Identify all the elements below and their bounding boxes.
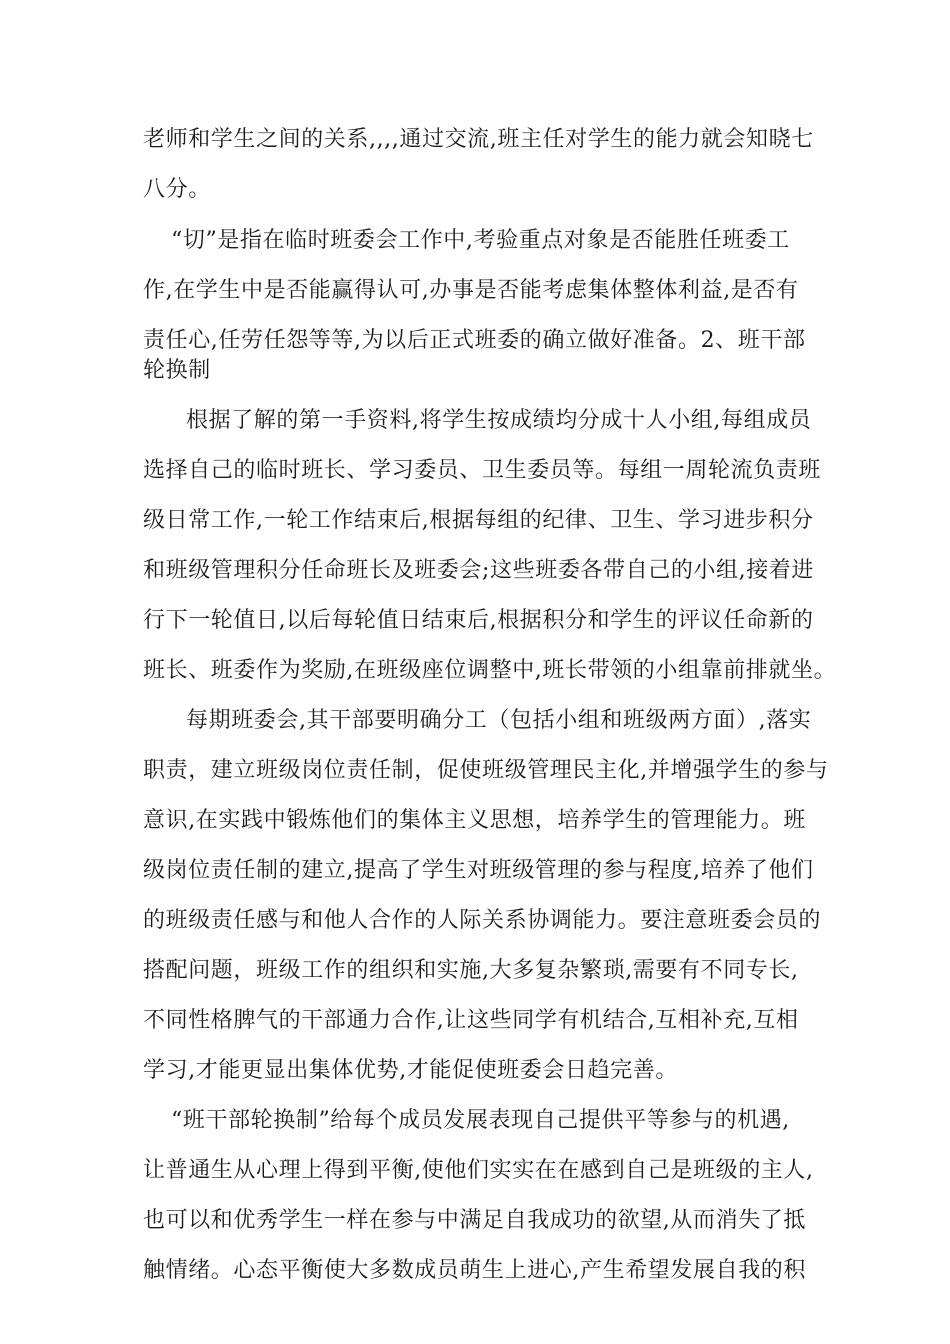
text-line: 老师和学生之间的关系,,,,通过交流,班主任对学生的能力就会知晓七 [143,127,814,152]
text-line: 和班级管理积分任命班长及班委会;这些班委各带自己的小组,接着进 [143,558,815,583]
text-line: 职责，建立班级岗位责任制，促使班级管理民主化,并增强学生的参与 [143,758,829,783]
text-line: 触情绪。心态平衡使大多数成员萌生上进心,产生希望发展自我的积 [143,1258,806,1283]
text-line: 学习,才能更显出集体优势,才能促使班委会日趋完善。 [143,1058,678,1083]
text-line: 行下一轮值日,以后每轮值日结束后,根据积分和学生的评议任命新的 [143,608,814,633]
text-line: 班长、班委作为奖励,在班级座位调整中,班长带领的小组靠前排就坐。 [143,658,837,683]
text-line: 八分。 [143,177,211,202]
text-line: 级日常工作,一轮工作结束后,根据每组的纪律、卫生、学习进步积分 [143,508,814,533]
text-line: 级岗位责任制的建立,提高了学生对班级管理的参与程度,培养了他们 [143,858,814,883]
text-line: 意识,在实践中锻炼他们的集体主义思想，培养学生的管理能力。班 [143,808,806,833]
text-line: 也可以和优秀学生一样在参与中满足自我成功的欲望,从而消失了抵 [143,1208,806,1233]
section-heading: 轮换制 [143,358,211,383]
paragraph-start-line: 每期班委会,其干部要明确分工（包括小组和班级两方面）,落实 [186,708,812,733]
text-line: 作,在学生中是否能赢得认可,办事是否能考虑集体整体利益,是否有 [143,278,799,303]
text-line: 的班级责任感与和他人合作的人际关系协调能力。要注意班委会员的 [143,908,822,933]
text-line: 不同性格脾气的干部通力合作,让这些同学有机结合,互相补充,互相 [143,1008,799,1033]
text-line: 搭配问题，班级工作的组织和实施,大多复杂繁琐,需要有不同专长, [143,958,799,983]
text-line: 责任心,任劳任怨等等,为以后正式班委的确立做好准备。2、班干部 [143,328,806,353]
paragraph-start-line: “切”是指在临时班委会工作中,考验重点对象是否能胜任班委工 [171,228,790,253]
paragraph-start-line: 根据了解的第一手资料,将学生按成绩均分成十人小组,每组成员 [186,408,812,433]
paragraph-start-line: “班干部轮换制”给每个成员发展表现自己提供平等参与的机遇, [171,1108,790,1133]
text-line: 选择自己的临时班长、学习委员、卫生委员等。每组一周轮流负责班 [143,458,822,483]
text-line: 让普通生从心理上得到平衡,使他们实实在在感到自己是班级的主人, [143,1158,814,1183]
